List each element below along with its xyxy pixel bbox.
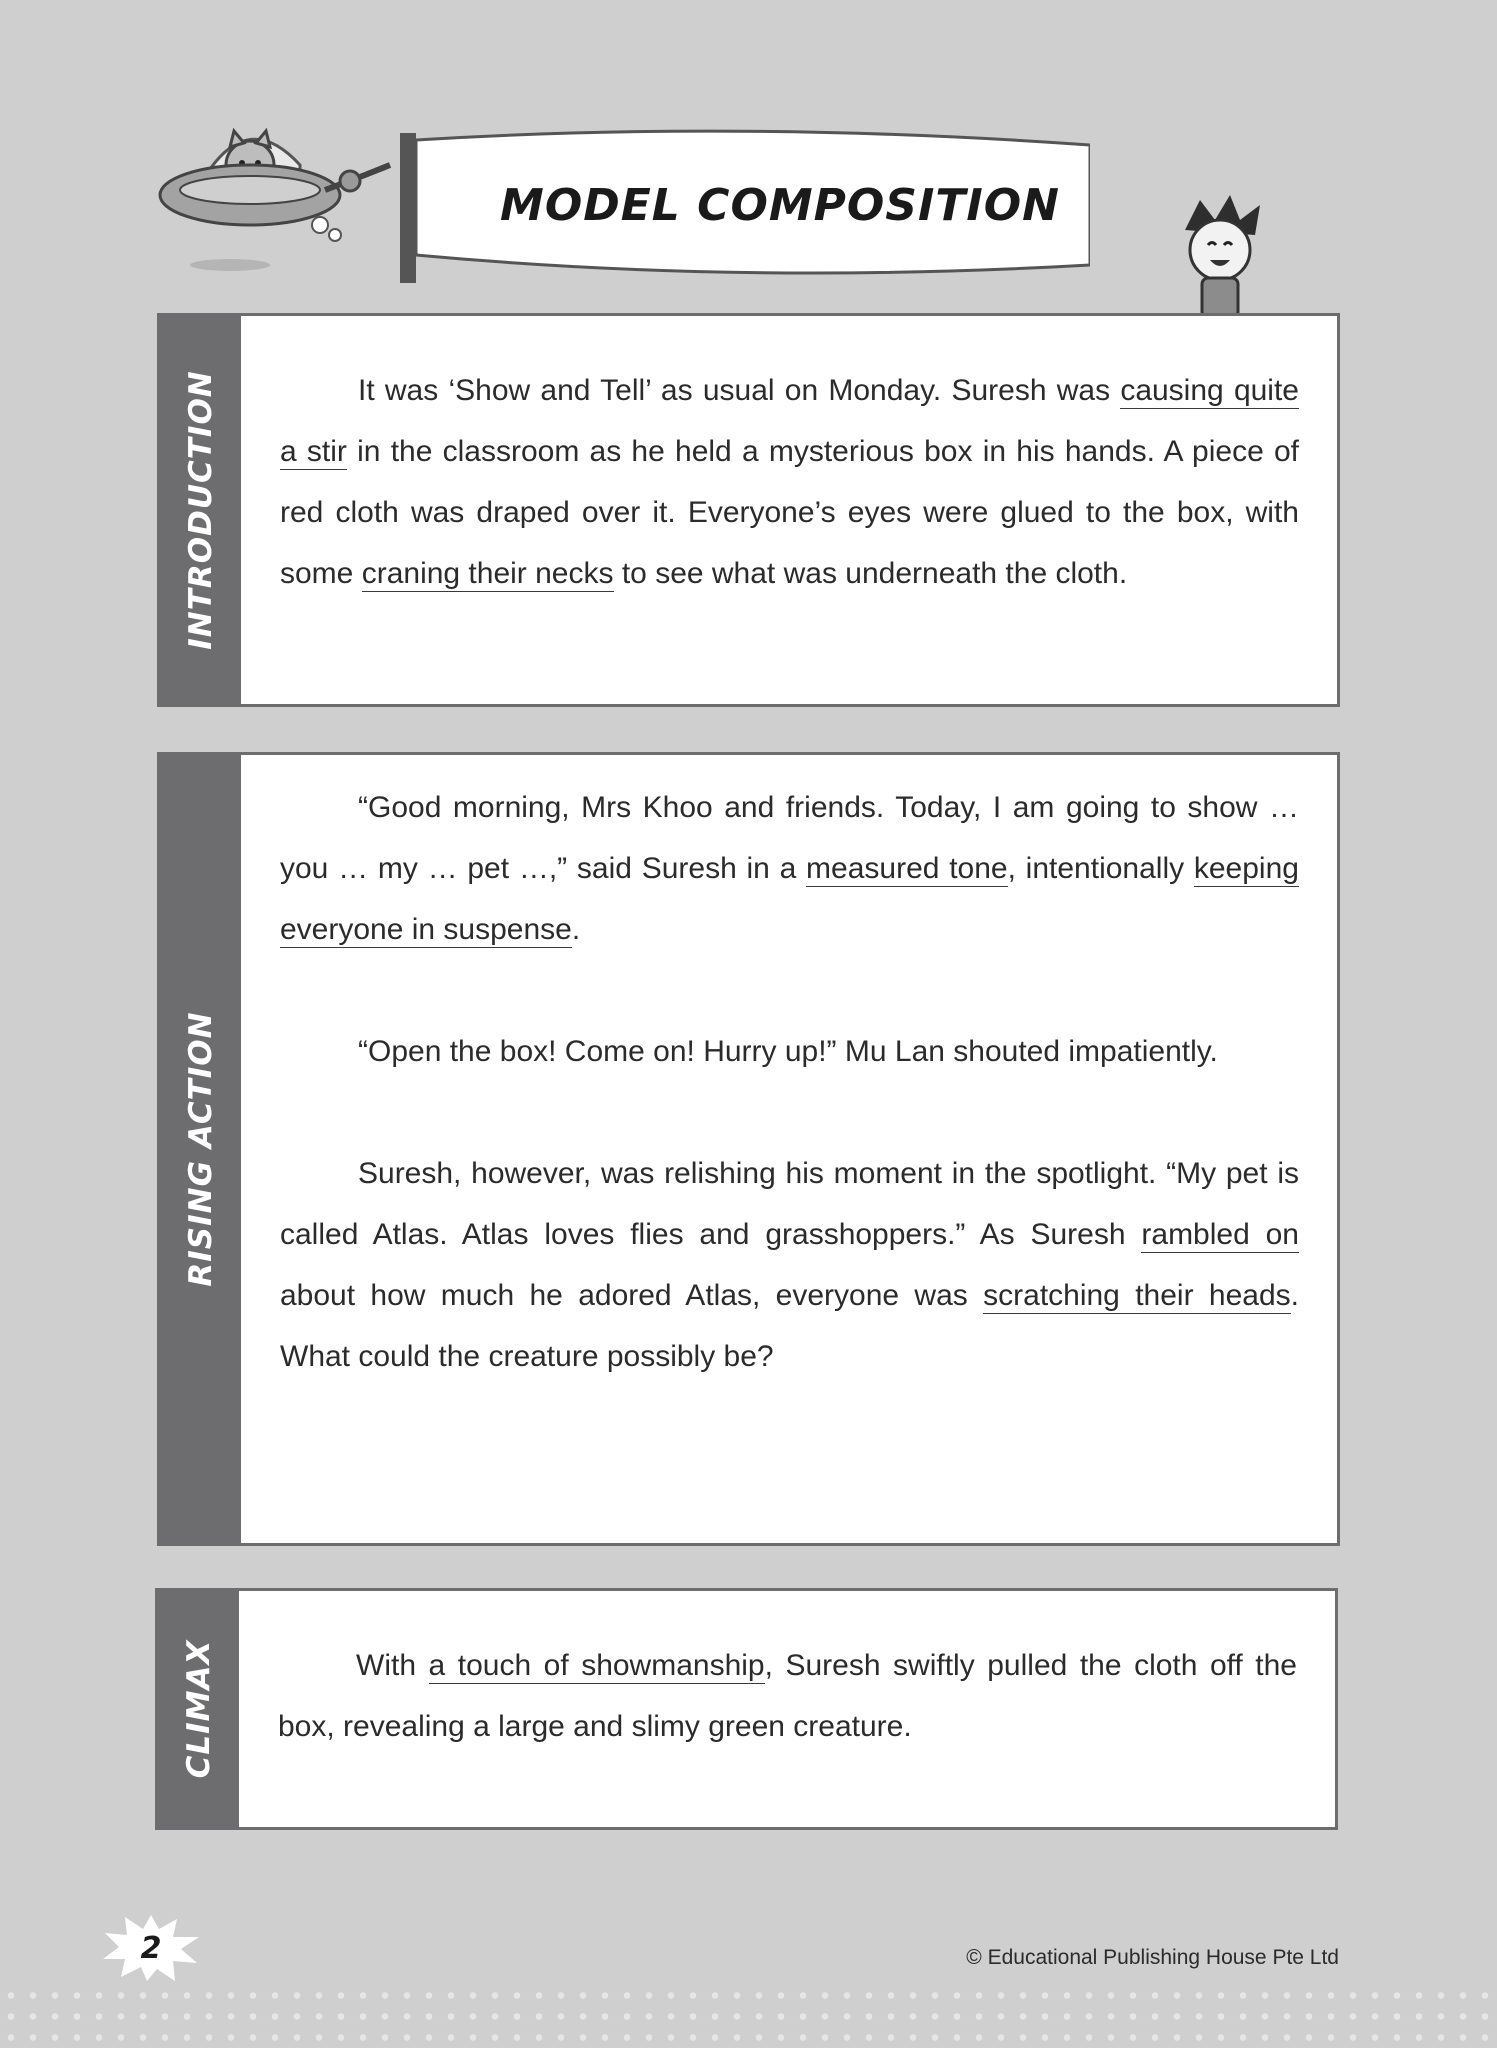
page-number: 2 bbox=[140, 1930, 162, 1966]
paragraph bbox=[278, 1635, 1297, 1757]
rising-action-section bbox=[157, 752, 1340, 1546]
underlined-phrase: scratching their heads bbox=[983, 1279, 1291, 1312]
underlined-phrase: a touch of showmanship bbox=[428, 1649, 765, 1682]
section-text bbox=[280, 777, 1299, 1387]
text-run: “Open the box! Come on! Hurry up!” Mu Lan shouted impatiently. bbox=[358, 1035, 1218, 1068]
text-run: , Suresh swiftly pulled the cloth off the box, revealing a large and slimy green creature. bbox=[278, 1649, 1297, 1743]
text-run: . What could the creature possibly be? bbox=[280, 1279, 1299, 1373]
underlined-phrase: causing quite a stir bbox=[280, 374, 1299, 468]
text-run: about how much he adored Atlas, everyone was bbox=[280, 1279, 984, 1312]
text-run: , intentionally bbox=[1007, 852, 1194, 885]
climax-section bbox=[155, 1588, 1338, 1830]
text-run: Suresh, however, was relishing his moment in the spotlight. “My pet is called Atlas. Atlas loves flies and grasshoppers.” As Suresh bbox=[280, 1157, 1299, 1251]
text-run: With bbox=[356, 1649, 429, 1682]
paragraph bbox=[280, 777, 1299, 960]
underlined-phrase: keeping everyone in suspense bbox=[280, 852, 1299, 946]
paragraph bbox=[280, 1143, 1299, 1387]
dotted-footer-pattern bbox=[0, 1985, 1497, 2048]
underlined-phrase: rambled on bbox=[1141, 1218, 1299, 1251]
ufo-cat-illustration bbox=[150, 95, 410, 285]
paragraph bbox=[280, 360, 1299, 604]
section-sidebar bbox=[160, 316, 241, 704]
introduction-section bbox=[157, 313, 1340, 707]
section-label: CLIMAX bbox=[180, 1639, 217, 1779]
text-run: “Good morning, Mrs Khoo and friends. Today, I am going to show … you … my … pet …,” said Suresh in a bbox=[280, 791, 1299, 885]
text-run: It was ‘Show and Tell’ as usual on Monday. Suresh was bbox=[358, 374, 1121, 407]
underlined-phrase: craning their necks bbox=[361, 557, 614, 590]
page-title: MODEL COMPOSITION bbox=[500, 179, 1060, 231]
text-run: . bbox=[571, 913, 581, 946]
section-text bbox=[280, 360, 1299, 604]
section-sidebar bbox=[160, 755, 241, 1543]
copyright-notice: © Educational Publishing House Pte Ltd bbox=[966, 1946, 1339, 1969]
text-run: in the classroom as he held a mysterious box in his hands. A piece of red cloth was draped over it. Everyone’s eyes were glued to the box, with some bbox=[280, 435, 1299, 590]
paragraph bbox=[280, 1021, 1299, 1082]
header-banner bbox=[150, 95, 1150, 285]
section-sidebar bbox=[158, 1591, 239, 1827]
section-label: RISING ACTION bbox=[182, 1011, 219, 1287]
section-label: INTRODUCTION bbox=[182, 370, 219, 650]
section-text bbox=[278, 1635, 1297, 1757]
underlined-phrase: measured tone bbox=[806, 852, 1008, 885]
text-run: to see what was underneath the cloth. bbox=[613, 557, 1128, 590]
